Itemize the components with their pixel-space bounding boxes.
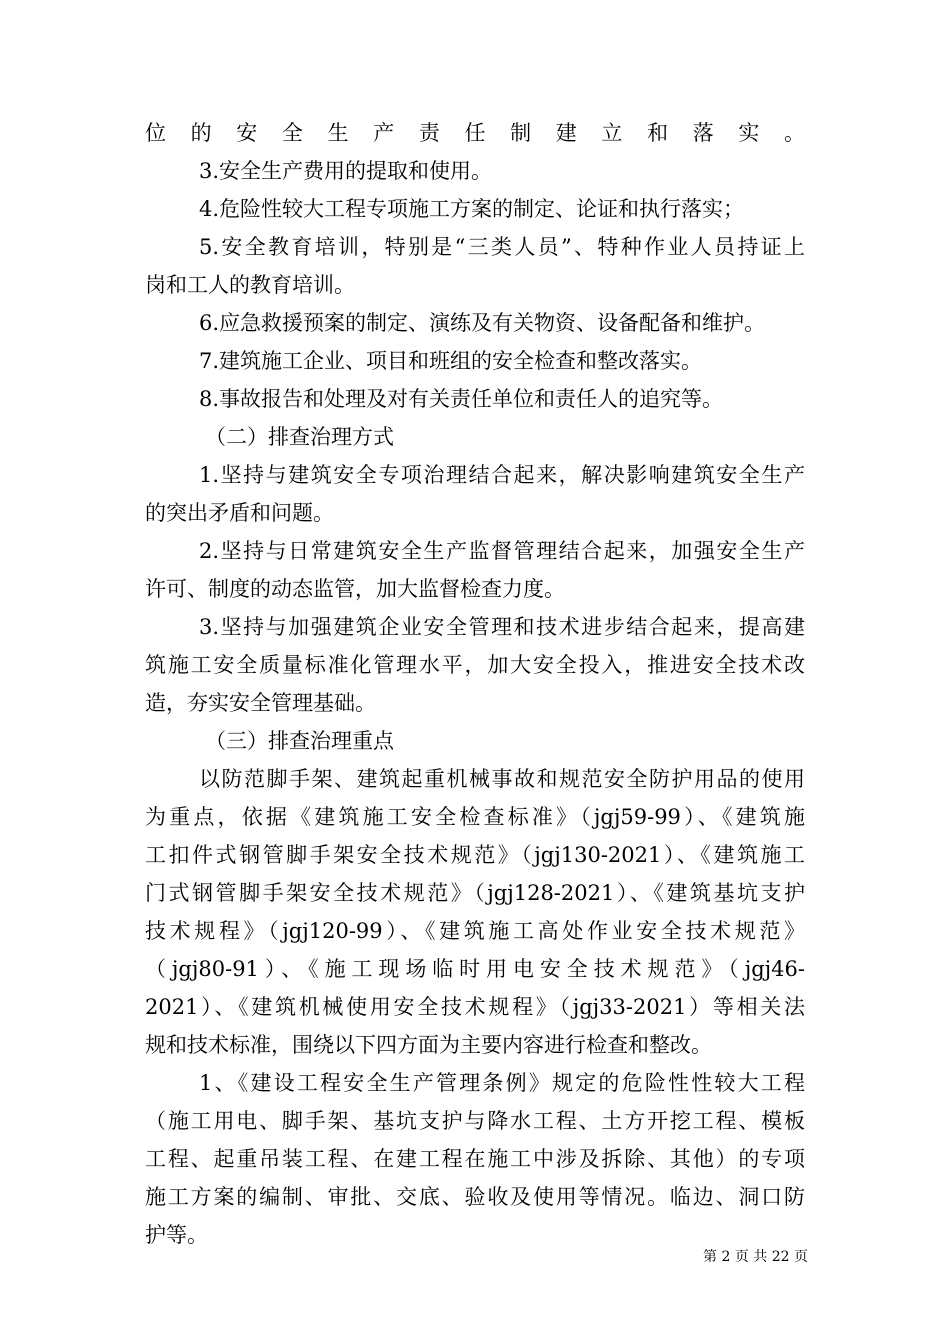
text-line: 3.安全生产费用的提取和使用。 bbox=[199, 159, 493, 183]
text-line: 施工方案的编制、审批、交底、验收及使用等情况。临边、洞口防 bbox=[145, 1185, 805, 1209]
text-line: 2021）、《建筑机械使用安全技术规程》（jgj33-2021）等相关法 bbox=[145, 995, 805, 1019]
text-line: 技术规程》（jgj120-99）、《建筑施工高处作业安全技术规范》 bbox=[145, 919, 805, 943]
text-line: 造，夯实安全管理基础。 bbox=[145, 691, 376, 715]
text-line: 规和技术标准，围绕以下四方面为主要内容进行检查和整改。 bbox=[145, 1033, 712, 1057]
page-number: 第 2 页 共 22 页 bbox=[703, 1249, 808, 1265]
text-line: 为重点，依据《建筑施工安全检查标准》（jgj59-99）、《建筑施 bbox=[145, 805, 805, 829]
text-line: 6.应急救援预案的制定、演练及有关物资、设备配备和维护。 bbox=[199, 311, 766, 335]
text-line: 以防范脚手架、建筑起重机械事故和规范安全防护用品的使用 bbox=[199, 767, 805, 791]
text-line: 1、《建设工程安全生产管理条例》规定的危险性性较大工程 bbox=[199, 1071, 805, 1095]
text-line: 2.坚持与日常建筑安全生产监督管理结合起来，加强安全生产 bbox=[199, 539, 805, 563]
text-line: 7.建筑施工企业、项目和班组的安全检查和整改落实。 bbox=[199, 349, 703, 373]
text-line: 8.事故报告和处理及对有关责任单位和责任人的追究等。 bbox=[199, 387, 724, 411]
text-line: 门式钢管脚手架安全技术规范》（jgj128-2021）、《建筑基坑支护 bbox=[145, 881, 805, 905]
text-line: 3.坚持与加强建筑企业安全管理和技术进步结合起来，提高建 bbox=[199, 615, 805, 639]
section-heading: （三）排查治理重点 bbox=[205, 729, 394, 753]
text-line: 许可、制度的动态监管，加大监督检查力度。 bbox=[145, 577, 565, 601]
text-line: 护等。 bbox=[145, 1223, 208, 1247]
text-line: 岗和工人的教育培训。 bbox=[145, 273, 355, 297]
text-line: 1.坚持与建筑安全专项治理结合起来，解决影响建筑安全生产 bbox=[199, 463, 805, 487]
text-line: 筑施工安全质量标准化管理水平，加大安全投入，推进安全技术改 bbox=[145, 653, 805, 677]
text-line: 工扣件式钢管脚手架安全技术规范》（jgj130-2021）、《建筑施工 bbox=[145, 843, 805, 867]
text-line: 的突出矛盾和问题。 bbox=[145, 501, 334, 525]
section-heading: （二）排查治理方式 bbox=[205, 425, 394, 449]
text-line: 工程、起重吊装工程、在建工程在施工中涉及拆除、其他）的专项 bbox=[145, 1147, 805, 1171]
document-body bbox=[145, 114, 805, 1254]
text-line: （施工用电、脚手架、基坑支护与降水工程、土方开挖工程、模板 bbox=[145, 1109, 805, 1133]
text-line: 4.危险性较大工程专项施工方案的制定、论证和执行落实； bbox=[199, 197, 745, 221]
text-line: 5.安全教育培训，特别是“三类人员”、特种作业人员持证上 bbox=[199, 235, 805, 259]
text-line: （jgj80-91）、《施工现场临时用电安全技术规范》（jgj46- bbox=[145, 957, 805, 981]
text-line: 位的安全生产责任制建立和落实。 bbox=[145, 121, 805, 145]
